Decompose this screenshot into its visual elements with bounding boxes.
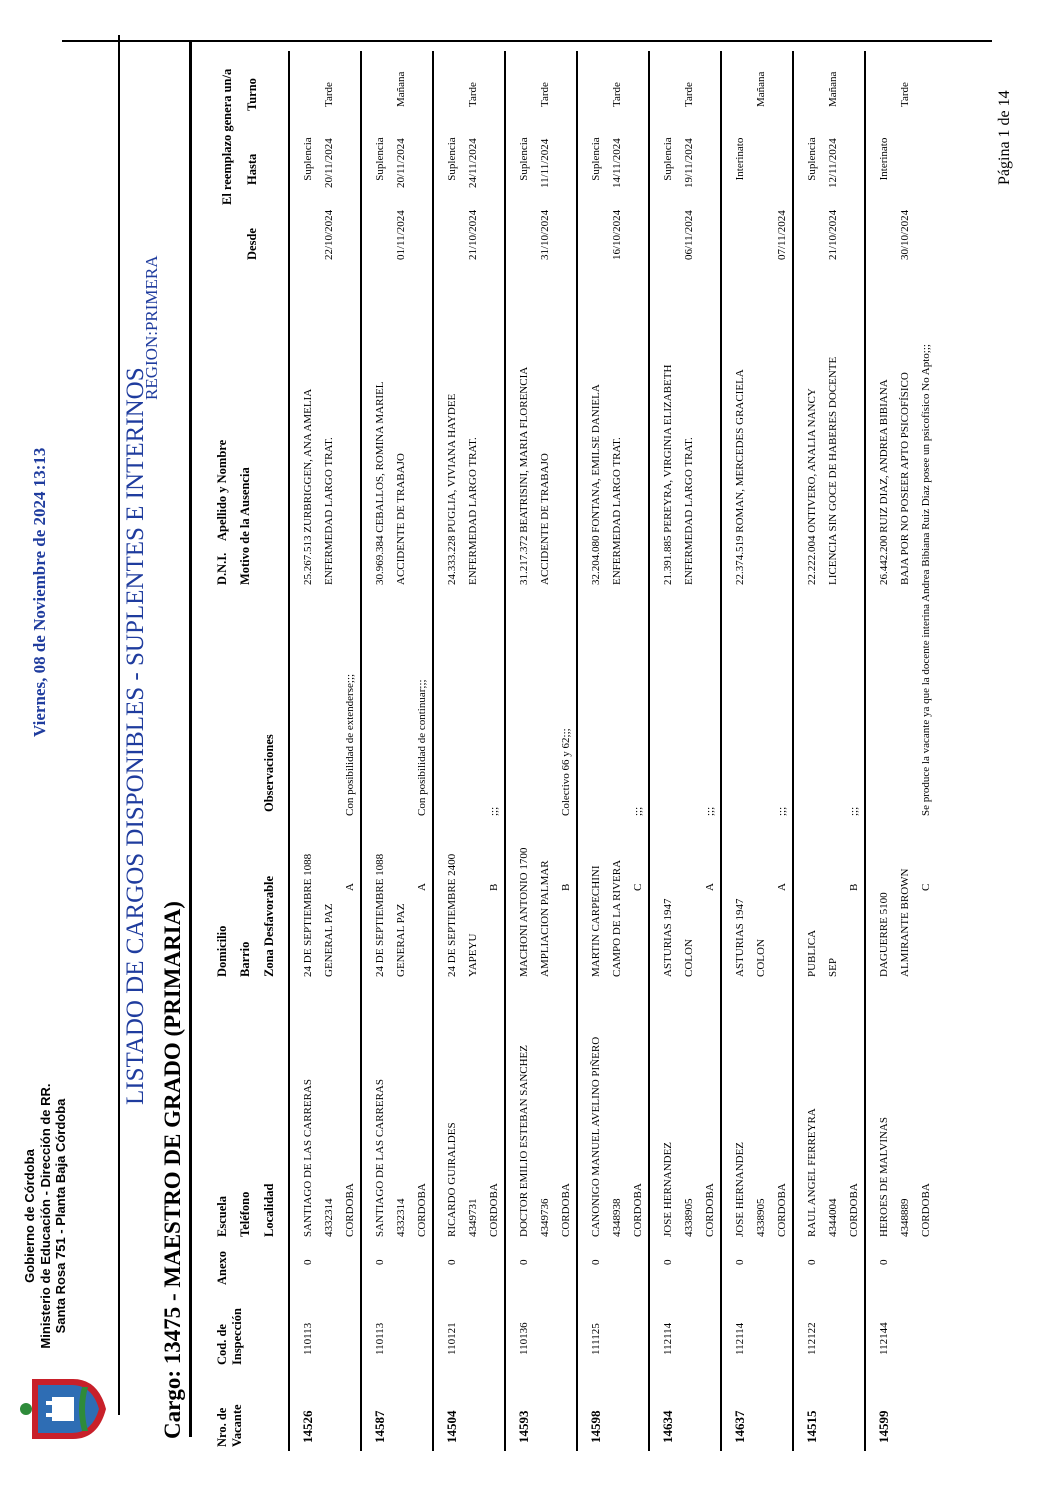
- cargo-heading: [160, 901, 186, 1439]
- turno: Tarde: [539, 82, 551, 107]
- tipo-reemplazo: Suplencia: [590, 137, 602, 181]
- gov-line-3: Santa Rosa 751 - Planta Baja Córdoba: [53, 1098, 68, 1334]
- col-observaciones: Observaciones: [262, 734, 276, 812]
- barrio: ALMIRANTE BROWN: [899, 868, 911, 977]
- hasta: 20/11/2024: [323, 138, 335, 188]
- domicilio: DAGUERRE 5100: [878, 892, 890, 977]
- motivo: ACCIDENTE DE TRABAJO: [395, 453, 407, 585]
- cargo-underline: [189, 41, 192, 1437]
- cargo-text: Cargo: 13475 - MAESTRO DE GRADO (PRIMARIA): [160, 901, 185, 1439]
- gov-line-2: Ministerio de Educación - Dirección de RR.: [37, 1083, 53, 1349]
- barrio: CAMPO DE LA RIVERA: [611, 859, 623, 977]
- observaciones: ;;;: [776, 806, 788, 816]
- vacante-number: 14587: [372, 1410, 387, 1443]
- hasta: 12/11/2024: [827, 138, 839, 188]
- dni-nombre: 25.267.513 ZURBRIGGEN, ANA AMELIA: [302, 388, 314, 585]
- observaciones: Con posibilidad de extenderse;;;: [344, 673, 356, 816]
- anexo: 0: [662, 1259, 674, 1265]
- telefono: 4349731: [467, 1198, 479, 1237]
- localidad: CORDOBA: [488, 1183, 500, 1237]
- col-domicilio: Domicilio: [215, 925, 229, 977]
- observaciones: ;;;: [704, 806, 716, 816]
- row-separator: [288, 51, 290, 1451]
- motivo: ENFERMEDAD LARGO TRAT.: [323, 437, 335, 585]
- barrio: YAPEYU: [467, 933, 479, 977]
- hasta: 11/11/2024: [539, 138, 551, 188]
- escuela: SANTIAGO DE LAS CARRERAS: [302, 1079, 314, 1237]
- cod-inspeccion: 110113: [374, 1322, 386, 1355]
- desde: 07/11/2024: [776, 210, 788, 260]
- cod-inspeccion: 112122: [806, 1322, 818, 1355]
- zona: B: [560, 883, 572, 891]
- escuela: DOCTOR EMILIO ESTEBAN SANCHEZ: [518, 1045, 530, 1237]
- col-dni: D.N.I.: [215, 552, 229, 585]
- dni-nombre: 26.442.200 RUIZ DIAZ, ANDREA BIBIANA: [878, 379, 890, 585]
- motivo: ENFERMEDAD LARGO TRAT.: [467, 437, 479, 585]
- col-turno: Turno: [245, 78, 259, 111]
- telefono: 4348938: [611, 1198, 623, 1237]
- report-date: Viernes, 08 de Noviembre de 2024 13:13: [30, 447, 49, 737]
- escuela: SANTIAGO DE LAS CARRERAS: [374, 1079, 386, 1237]
- observaciones: Con posibilidad de continuar;;;: [416, 679, 428, 816]
- col-desde: Desde: [245, 228, 259, 260]
- zona: A: [344, 883, 356, 891]
- cod-inspeccion: 110136: [518, 1322, 530, 1355]
- domicilio: ASTURIAS 1947: [734, 898, 746, 977]
- tipo-reemplazo: Suplencia: [806, 137, 818, 181]
- vacante-number: 14526: [300, 1410, 315, 1443]
- anexo: 0: [878, 1259, 890, 1265]
- domicilio: ASTURIAS 1947: [662, 898, 674, 977]
- col-hasta: Hasta: [245, 153, 259, 185]
- turno: Mañana: [395, 71, 407, 107]
- dni-nombre: 22.374.519 ROMAN, MERCEDES GRACIELA: [734, 369, 746, 585]
- vacante-number: 14634: [660, 1410, 675, 1443]
- zona: A: [704, 883, 716, 891]
- domicilio: 24 DE SEPTIEMBRE 1088: [374, 853, 386, 977]
- vacante-number: 14598: [588, 1410, 603, 1443]
- telefono: 4348889: [899, 1198, 911, 1237]
- turno: Tarde: [899, 82, 911, 107]
- col-nro-1: Nro. de: [215, 1407, 229, 1447]
- dni-nombre: 22.222.004 ONTIVERO, ANALIA NANCY: [806, 388, 818, 585]
- observaciones: ;;;: [848, 806, 860, 816]
- table-end-line: [62, 40, 992, 42]
- escuela: RICARDO GUIRALDES: [446, 1122, 458, 1237]
- desde: 16/10/2024: [611, 209, 623, 260]
- anexo: 0: [446, 1259, 458, 1265]
- tipo-reemplazo: Interinato: [878, 137, 890, 181]
- vacante-number: 14637: [732, 1410, 747, 1443]
- turno: Tarde: [323, 82, 335, 107]
- barrio: COLON: [683, 939, 695, 977]
- telefono: 4332314: [395, 1198, 407, 1237]
- row-separator: [648, 51, 650, 1451]
- localidad: CORDOBA: [920, 1183, 932, 1237]
- col-anexo: Anexo: [215, 1250, 229, 1285]
- cod-inspeccion: 111125: [590, 1323, 602, 1355]
- table-row: [504, 51, 576, 1451]
- vacante-number: 14599: [876, 1410, 891, 1443]
- domicilio: PUBLICA: [806, 929, 818, 977]
- motivo: ENFERMEDAD LARGO TRAT.: [683, 437, 695, 585]
- anexo: 0: [734, 1259, 746, 1265]
- gov-line-1: Gobierno de Córdoba: [22, 1149, 37, 1283]
- col-telefono: Teléfono: [238, 1191, 252, 1237]
- desde: 06/11/2024: [683, 210, 695, 260]
- escuela: CANONIGO MANUEL AVELINO PIÑERO: [590, 1036, 602, 1237]
- hasta: 20/11/2024: [395, 138, 407, 188]
- localidad: CORDOBA: [848, 1183, 860, 1237]
- vacante-number: 14504: [444, 1410, 459, 1443]
- desde: 31/10/2024: [539, 209, 551, 260]
- escuela: JOSE HERNANDEZ: [734, 1141, 746, 1237]
- escuela: HEROES DE MALVINAS: [878, 1117, 890, 1237]
- row-separator: [432, 51, 434, 1451]
- table-row: [864, 51, 936, 1451]
- turno: Tarde: [467, 82, 479, 107]
- observaciones: ;;;: [488, 806, 500, 816]
- table-row: [360, 51, 432, 1451]
- row-separator: [360, 51, 362, 1451]
- col-barrio: Barrio: [238, 941, 252, 977]
- col-nro-2: Vacante: [230, 1404, 244, 1447]
- telefono: 4349736: [539, 1198, 551, 1237]
- motivo: BAJA POR NO POSEER APTO PSICOFÍSICO: [899, 372, 911, 585]
- cod-inspeccion: 110113: [302, 1322, 314, 1355]
- barrio: SEP: [827, 958, 839, 977]
- desde: 01/11/2024: [395, 210, 407, 260]
- col-escuela: Escuela: [215, 1196, 229, 1237]
- tipo-reemplazo: Suplencia: [374, 137, 386, 181]
- row-separator: [792, 51, 794, 1451]
- turno: Mañana: [755, 71, 767, 107]
- dni-nombre: 32.204.080 FONTANA, EMILSE DANIELA: [590, 384, 602, 585]
- col-motivo: Motivo de la Ausencia: [238, 467, 252, 585]
- tipo-reemplazo: Suplencia: [446, 137, 458, 181]
- cordoba-coat-of-arms-icon: [18, 1373, 108, 1445]
- anexo: 0: [374, 1259, 386, 1265]
- zona: A: [416, 883, 428, 891]
- zona: A: [776, 883, 788, 891]
- col-cod-2: Inspección: [230, 1308, 244, 1365]
- cod-inspeccion: 112114: [734, 1322, 746, 1355]
- barrio: COLON: [755, 939, 767, 977]
- col-reemplazo: El reemplazo genera un/a: [220, 68, 234, 205]
- telefono: 4344004: [827, 1198, 839, 1237]
- col-apellido: Apellido y Nombre: [215, 439, 229, 541]
- page-title: LISTADO DE CARGOS DISPONIBLES - SUPLENTES E INTERINOS: [122, 367, 149, 1105]
- domicilio: MACHONI ANTONIO 1700: [518, 847, 530, 977]
- table-row: [720, 51, 792, 1451]
- observaciones: ;;;: [632, 806, 644, 816]
- localidad: CORDOBA: [632, 1183, 644, 1237]
- barrio: GENERAL PAZ: [323, 903, 335, 977]
- anexo: 0: [302, 1259, 314, 1265]
- observaciones: Colectivo 66 y 62;;;: [560, 728, 572, 816]
- tipo-reemplazo: Suplencia: [518, 137, 530, 181]
- dni-nombre: 24.333.228 PUGLIA, VIVIANA HAYDEE: [446, 393, 458, 585]
- table-row: [792, 51, 864, 1451]
- vacante-number: 14515: [804, 1410, 819, 1443]
- localidad: CORDOBA: [776, 1183, 788, 1237]
- barrio: AMPLIACION PALMAR: [539, 860, 551, 977]
- tipo-reemplazo: Suplencia: [302, 137, 314, 181]
- motivo: ACCIDENTE DE TRABAJO: [539, 453, 551, 585]
- anexo: 0: [806, 1259, 818, 1265]
- dni-nombre: 31.217.372 BEATRISINI, MARIA FLORENCIA: [518, 366, 530, 585]
- hasta: 14/11/2024: [611, 138, 623, 188]
- observaciones: Se produce la vacante ya que la docente interina Andrea Bibiana Ruiz Diaz posee un psicofísico No Apto;;;: [920, 344, 932, 816]
- escuela: RAUL ANGEL FERREYRA: [806, 1108, 818, 1237]
- table-row: [288, 51, 360, 1451]
- desde: 21/10/2024: [467, 209, 479, 260]
- hasta: 24/11/2024: [467, 138, 479, 188]
- row-separator: [504, 51, 506, 1451]
- desde: 22/10/2024: [323, 209, 335, 260]
- localidad: CORDOBA: [416, 1183, 428, 1237]
- localidad: CORDOBA: [704, 1183, 716, 1237]
- vacante-number: 14593: [516, 1410, 531, 1443]
- government-header: [22, 1051, 69, 1381]
- col-zona: Zona Desfavorable: [262, 875, 276, 977]
- dni-nombre: 30.969.384 CEBALLOS, ROMINA MARIEL: [374, 381, 386, 585]
- zona: C: [632, 883, 644, 891]
- anexo: 0: [590, 1259, 602, 1265]
- tipo-reemplazo: Interinato: [734, 137, 746, 181]
- zona: B: [848, 883, 860, 891]
- telefono: 4338905: [755, 1198, 767, 1237]
- row-separator: [864, 51, 866, 1451]
- header-divider: [118, 35, 120, 1415]
- turno: Tarde: [683, 82, 695, 107]
- desde: 30/10/2024: [899, 209, 911, 260]
- barrio: GENERAL PAZ: [395, 903, 407, 977]
- region-label: REGION:PRIMERA: [142, 255, 161, 400]
- col-cod-1: Cod. de: [215, 1324, 229, 1365]
- turno: Tarde: [611, 82, 623, 107]
- row-separator: [720, 51, 722, 1451]
- cod-inspeccion: 110121: [446, 1322, 458, 1355]
- desde: 21/10/2024: [827, 209, 839, 260]
- escuela: JOSE HERNANDEZ: [662, 1141, 674, 1237]
- hasta: 19/11/2024: [683, 138, 695, 188]
- page-number: Página 1 de 14: [996, 90, 1013, 185]
- anexo: 0: [518, 1259, 530, 1265]
- cod-inspeccion: 112114: [662, 1322, 674, 1355]
- localidad: CORDOBA: [344, 1183, 356, 1237]
- table-row: [648, 51, 720, 1451]
- motivo: ENFERMEDAD LARGO TRAT.: [611, 437, 623, 585]
- zona: C: [920, 883, 932, 891]
- row-separator: [576, 51, 578, 1451]
- localidad: CORDOBA: [560, 1183, 572, 1237]
- table-row: [432, 51, 504, 1451]
- telefono: 4332314: [323, 1198, 335, 1237]
- motivo: LICENCIA SIN GOCE DE HABERES DOCENTE: [827, 356, 839, 585]
- dni-nombre: 21.391.885 PEREYRA, VIRGINIA ELIZABETH: [662, 364, 674, 585]
- col-localidad: Localidad: [262, 1183, 276, 1237]
- table-row: [576, 51, 648, 1451]
- zona: B: [488, 883, 500, 891]
- cod-inspeccion: 112144: [878, 1322, 890, 1355]
- telefono: 4338905: [683, 1198, 695, 1237]
- domicilio: 24 DE SEPTIEMBRE 1088: [302, 853, 314, 977]
- turno: Mañana: [827, 71, 839, 107]
- tipo-reemplazo: Suplencia: [662, 137, 674, 181]
- domicilio: 24 DE SEPTIEMBRE 2400: [446, 853, 458, 977]
- domicilio: MARTIN CARPECHINI: [590, 865, 602, 977]
